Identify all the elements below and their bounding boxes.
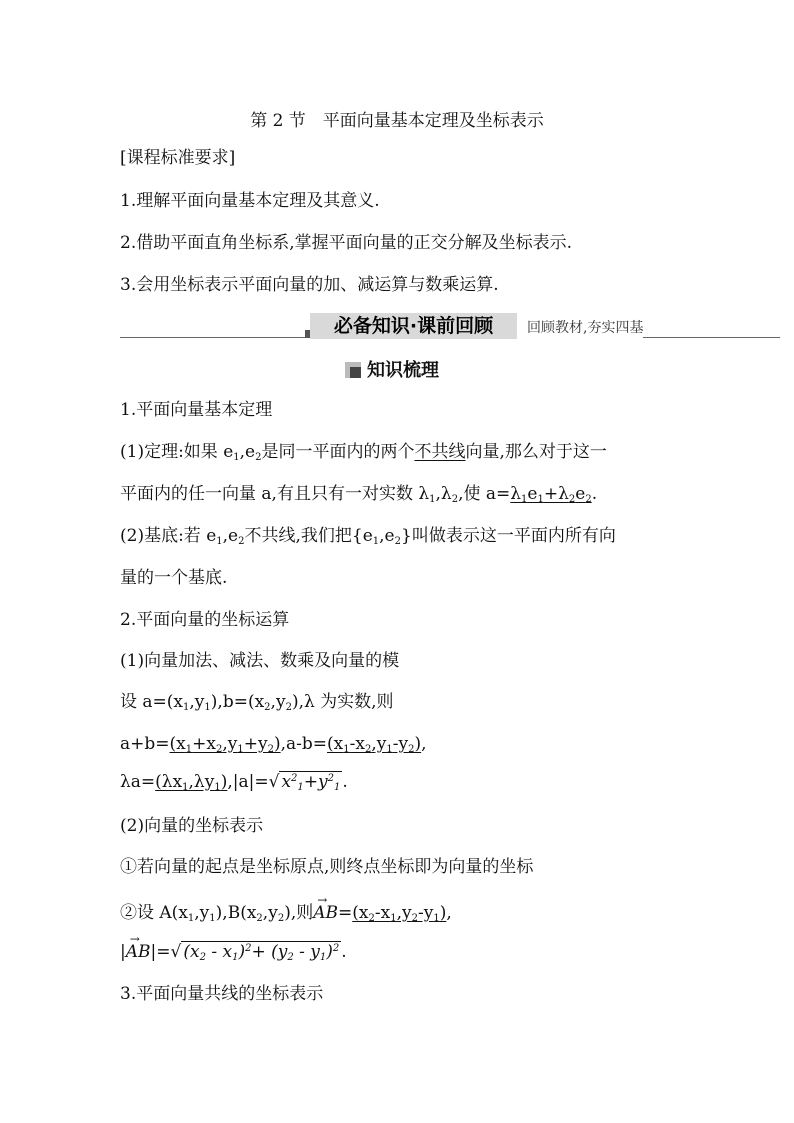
coord-line-2: ②设 $A(x_1,y_1),B(x_2,y_2)$,则→ $AB=(x_2-x_1,y_2-y_1)$,	[120, 901, 452, 925]
banner-rule-right	[643, 337, 780, 338]
vector-ab: → AB	[313, 901, 338, 925]
basis-line-2: 量的一个基底.	[120, 568, 228, 588]
answer-blank: $(\lambda x_1,\lambda y_1)$	[155, 772, 228, 793]
sqrt-expression: √ $x^2_1+y^2_1$	[268, 772, 341, 793]
sqrt-expression: √ $(x_2 - x_1)^2+ (y_2 - y_1)^2$	[170, 942, 340, 963]
distance-line: |→ AB|=√ $(x_2 - x_1)^2+ (y_2 - y_1)^2$ .	[120, 940, 347, 964]
standards-heading: [课程标准要求]	[120, 148, 236, 168]
heading-basic-theorem: 1.平面向量基本定理	[120, 400, 273, 420]
heading-collinear: 3.平面向量共线的坐标表示	[120, 984, 324, 1004]
banner-title: 必备知识·课前回顾	[310, 313, 517, 339]
subheading-ops: (1)向量加法、减法、数乘及向量的模	[120, 651, 400, 671]
vector-ab: → AB	[126, 940, 151, 964]
subheading-representation: (2)向量的坐标表示	[120, 816, 264, 836]
answer-blank: $\lambda_1e_1+\lambda_2e_2$	[510, 484, 592, 505]
heading-coordinate-ops: 2.平面向量的坐标运算	[120, 610, 290, 630]
add-sub-line: $a+b=(x_1+x_2,y_1+y_2),a-b=(x_1-x_2,y_1-y_2)$,	[120, 734, 427, 755]
standard-item: 2.借助平面直角坐标系,掌握平面向量的正交分解及坐标表示.	[120, 233, 573, 253]
basis-line-1: (2)基底:若 $e_1,e_2$不共线,我们把$\{e_1,e_2\}$叫做表示这一平面内所有向	[120, 526, 616, 547]
theorem-line-2: 平面内的任一向量 a,有且只有一对实数 $\lambda_1,\lambda_2$,使 $a=\lambda_1e_1+\lambda_2e_2$.	[120, 484, 598, 505]
page-title: 第 2 节 平面向量基本定理及坐标表示	[250, 111, 544, 131]
section-title	[345, 356, 439, 382]
coord-line-1: ①若向量的起点是坐标原点,则终点坐标即为向量的坐标	[120, 857, 534, 877]
answer-blank: $(x_2-x_1,y_2-y_1)$	[352, 903, 447, 924]
scalar-modulus-line: $\lambda a=(\lambda x_1,\lambda y_1),|a|=√$ $x^2_1+y^2_1$ .	[120, 772, 348, 793]
banner-subtitle: 回顾教材,夯实四基	[527, 320, 644, 336]
banner-rule-left	[120, 337, 305, 338]
section-banner	[120, 313, 780, 339]
standard-item: 1.理解平面向量基本定理及其意义.	[120, 191, 380, 211]
answer-blank: 不共线	[414, 442, 466, 462]
section-title-text: 知识梳理	[367, 360, 439, 381]
theorem-line-1: (1)定理:如果 $e_1,e_2$是同一平面内的两个不共线向量,那么对于这一	[120, 442, 607, 463]
section-square-icon	[345, 362, 361, 378]
standard-item: 3.会用坐标表示平面向量的加、减运算与数乘运算.	[120, 275, 499, 295]
answer-blank: $(x_1+x_2,y_1+y_2)$	[169, 734, 281, 755]
setup-line: 设 $a=(x_1,y_1),b=(x_2,y_2),\lambda$ 为实数,则	[120, 692, 394, 713]
answer-blank: $(x_1-x_2,y_1-y_2)$	[327, 734, 422, 755]
